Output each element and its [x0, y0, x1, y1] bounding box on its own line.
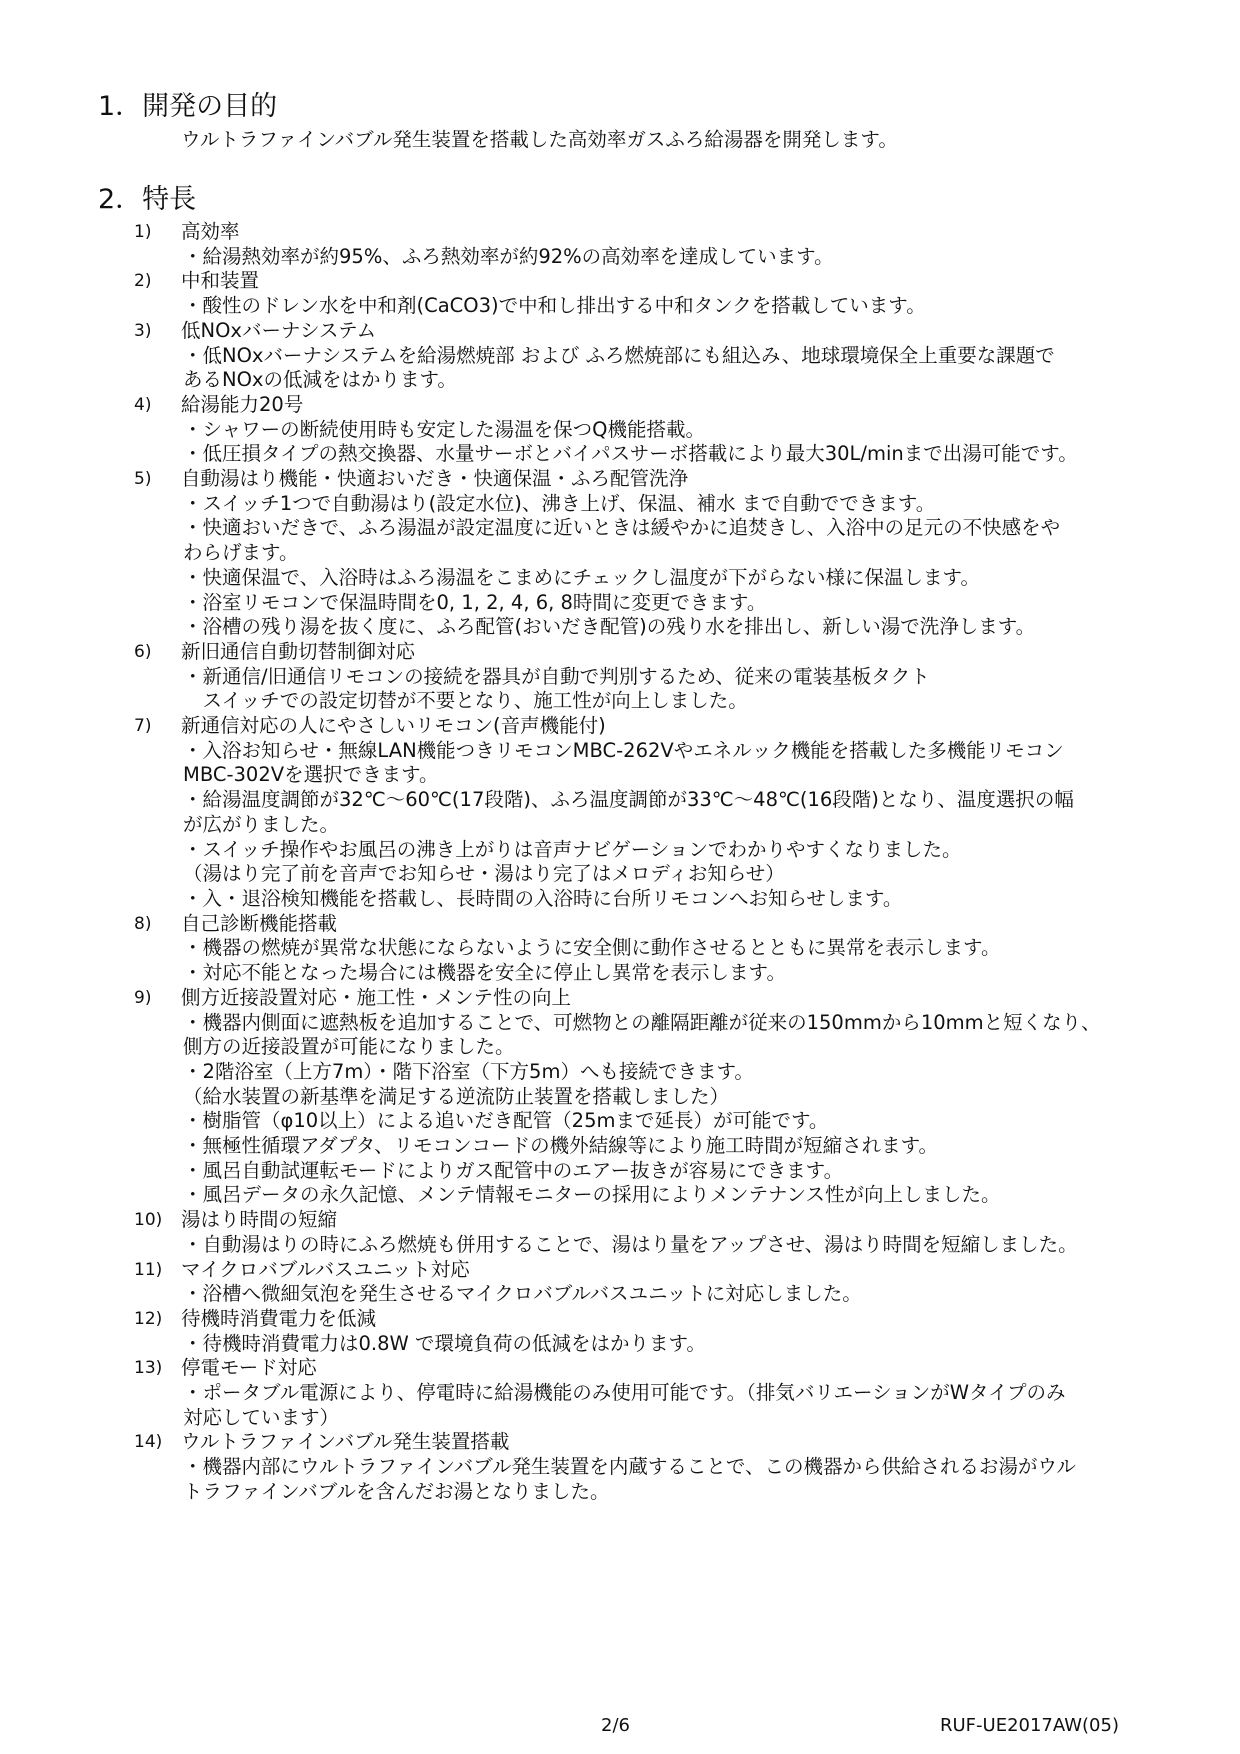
feature-line: （湯はり完了前を音声でお知らせ・湯はり完了はメロディお知らせ）	[183, 862, 785, 886]
feature-number: 8)	[134, 913, 152, 934]
feature-line: ・機器内側面に遮熱板を追加することで、可燃物との離隔距離が従来の150mmから10mmと短くなり、	[183, 1010, 1101, 1034]
feature-item	[134, 1208, 1164, 1257]
feature-title: 新旧通信自動切替制御対応	[181, 639, 416, 663]
feature-body	[181, 467, 1164, 640]
feature-line: ・快適保温で、入浴時はふろ湯温をこまめにチェックし温度が下がらない様に保温します。	[183, 565, 980, 589]
feature-item	[134, 912, 1164, 986]
feature-item	[134, 467, 1164, 640]
feature-number: 9)	[134, 987, 152, 1008]
feature-number: 1)	[134, 222, 152, 242]
feature-title: 高効率	[181, 220, 240, 243]
feature-body	[181, 1356, 1164, 1430]
feature-number: 4)	[134, 394, 152, 415]
feature-line: ・低NOxバーナシステムを給湯燃焼部 および ふろ燃焼部にも組込み、地球環境保全上重要な課題で	[183, 343, 1055, 367]
feature-line: スイッチでの設定切替が不要となり、施工性が向上しました。	[183, 689, 748, 713]
feature-item	[134, 220, 1164, 269]
feature-body	[181, 986, 1164, 1208]
feature-line: 対応しています）	[183, 1405, 340, 1429]
feature-body	[181, 319, 1164, 393]
feature-number: 12)	[134, 1308, 163, 1329]
feature-line: ・対応不能となった場合には機器を安全に停止し異常を表示します。	[183, 961, 786, 985]
feature-line: MBC-302Vを選択できます。	[183, 763, 439, 787]
feature-line: （給水装置の新基準を満足する逆流防止装置を搭載しました）	[183, 1084, 730, 1108]
feature-line: ・機器の燃焼が異常な状態にならないように安全側に動作させるとともに異常を表示します。	[183, 936, 1001, 960]
feature-line: ・樹脂管（φ10以上）による追いだき配管（25mまで延長）が可能です。	[183, 1109, 829, 1133]
feature-number: 2)	[134, 271, 152, 292]
feature-line: ・新通信/旧通信リモコンの接続を器具が自動で判別するため、従来の電装基板タクト	[183, 664, 930, 688]
feature-line: ・スイッチ操作やお風呂の沸き上がりは音声ナビゲーションでわかりやすくなりました。	[183, 837, 962, 861]
feature-line: ・スイッチ1つで自動湯はり(設定水位)、沸き上げ、保温、補水 まで自動でできます。	[183, 491, 936, 515]
feature-title: 低NOxバーナシステム	[181, 318, 377, 342]
feature-number: 13)	[134, 1358, 163, 1379]
feature-number: 14)	[134, 1432, 163, 1453]
feature-body	[181, 640, 1164, 714]
feature-title: 停電モード対応	[181, 1356, 317, 1380]
feature-item	[134, 1258, 1164, 1307]
feature-line: ・無極性循環アダプタ、リモコンコードの機外結線等により施工時間が短縮されます。	[183, 1134, 939, 1158]
feature-list	[134, 220, 1164, 1505]
feature-line: ・待機時消費電力は0.8W で環境負荷の低減をはかります。	[183, 1331, 706, 1355]
feature-line: ・風呂データの永久記憶、メンテ情報モニターの採用によりメンテナンス性が向上しました。	[183, 1183, 1001, 1207]
section-1-text: ウルトラファインバブル発生装置を搭載した高効率ガスふろ給湯器を開発します。	[181, 128, 898, 151]
feature-title: 自動湯はり機能・快適おいだき・快適保温・ふろ配管洗浄	[181, 467, 689, 491]
feature-title: 湯はり時間の短縮	[181, 1208, 338, 1232]
feature-item	[134, 986, 1164, 1208]
feature-title: マイクロバブルバスユニット対応	[181, 1257, 470, 1281]
feature-line: 側方の近接設置が可能になりました。	[183, 1035, 515, 1059]
feature-line: トラファインバブルを含んだお湯となりました。	[183, 1479, 610, 1503]
feature-number: 3)	[134, 320, 152, 341]
feature-title: 待機時消費電力を低減	[181, 1306, 377, 1330]
feature-line: ・低圧損タイプの熱交換器、水量サーボとバイパスサーボ搭載により最大30L/minまで出湯可能です。	[183, 442, 1078, 466]
feature-number: 6)	[134, 641, 152, 662]
feature-item	[134, 319, 1164, 393]
feature-line: ・風呂自動試運転モードによりガス配管中のエアー抜きが容易にできます。	[183, 1158, 844, 1182]
feature-line: ・入・退浴検知機能を搭載し、長時間の入浴時に台所リモコンへお知らせします。	[183, 886, 903, 910]
feature-item	[134, 1430, 1164, 1504]
page-number: 2/6	[601, 1715, 630, 1736]
feature-line: ・快適おいだきで、ふろ湯温が設定温度に近いときは緩やかに追焚きし、入浴中の足元の不快感をや	[183, 516, 1061, 540]
feature-line: ・ポータブル電源により、停電時に給湯機能のみ使用可能です。（排気バリエーションがWタイプのみ	[183, 1381, 1066, 1405]
feature-line: ・2階浴室（上方7m）・階下浴室（下方5m）へも接続できます。	[183, 1059, 754, 1083]
feature-line: ・シャワーの断続使用時も安定した湯温を保つQ機能搭載。	[183, 417, 705, 441]
feature-line: ・機器内部にウルトラファインバブル発生装置を内蔵することで、この機器から供給されるお湯がウル	[183, 1455, 1076, 1479]
feature-body	[181, 1208, 1164, 1257]
feature-number: 11)	[134, 1259, 163, 1280]
feature-line: ・浴槽へ微細気泡を発生させるマイクロバブルバスユニットに対応しました。	[183, 1282, 862, 1306]
feature-number: 10)	[134, 1210, 163, 1231]
feature-line: が広がりました。	[183, 812, 340, 836]
feature-line: ・浴室リモコンで保温時間を0, 1, 2, 4, 6, 8時間に変更できます。	[183, 590, 767, 614]
feature-title: 新通信対応の人にやさしいリモコン(音声機能付)	[181, 714, 606, 738]
feature-item	[134, 1307, 1164, 1356]
feature-number: 7)	[134, 716, 152, 737]
feature-body	[181, 1258, 1164, 1307]
feature-item	[134, 393, 1164, 467]
feature-title: 給湯能力20号	[181, 392, 304, 416]
feature-item	[134, 714, 1164, 912]
feature-body	[181, 1307, 1164, 1356]
feature-title: ウルトラファインバブル発生装置搭載	[181, 1430, 510, 1454]
feature-line: ・浴槽の残り湯を抜く度に、ふろ配管(おいだき配管)の残り水を排出し、新しい湯で洗浄します。	[183, 615, 1036, 639]
feature-line: ・給湯熱効率が約95%、ふろ熱効率が約92%の高効率を達成しています。	[183, 244, 834, 268]
feature-line: わらげます。	[183, 541, 299, 565]
feature-line: ・自動湯はりの時にふろ燃焼も併用することで、湯はり量をアップさせ、湯はり時間を短縮しました。	[183, 1232, 1078, 1256]
feature-body	[181, 393, 1164, 467]
feature-body	[181, 1430, 1164, 1504]
feature-item	[134, 269, 1164, 318]
feature-title: 自己診断機能搭載	[181, 911, 338, 935]
feature-item	[134, 1356, 1164, 1430]
feature-title: 中和装置	[181, 269, 260, 293]
feature-item	[134, 640, 1164, 714]
feature-body	[181, 220, 1164, 269]
feature-line: あるNOxの低減をはかります。	[183, 368, 457, 392]
feature-line: ・入浴お知らせ・無線LAN機能つきリモコンMBC-262Vやエネルック機能を搭載した多機能リモコン	[183, 738, 1064, 762]
feature-line: ・酸性のドレン水を中和剤(CaCO3)で中和し排出する中和タンクを搭載しています。	[183, 294, 926, 318]
feature-number: 5)	[134, 469, 152, 490]
feature-body	[181, 714, 1164, 912]
feature-title: 側方近接設置対応・施工性・メンテ性の向上	[181, 985, 572, 1009]
section-1-title: 1．開発の目的	[98, 91, 278, 122]
feature-body	[181, 912, 1164, 986]
section-2-title: 2．特長	[98, 184, 197, 215]
feature-line: ・給湯温度調節が32℃～60℃(17段階)、ふろ温度調節が33℃～48℃(16段階)となり、温度選択の幅	[183, 788, 1074, 812]
feature-body	[181, 269, 1164, 318]
document-code: RUF-UE2017AW(05)	[940, 1715, 1119, 1736]
